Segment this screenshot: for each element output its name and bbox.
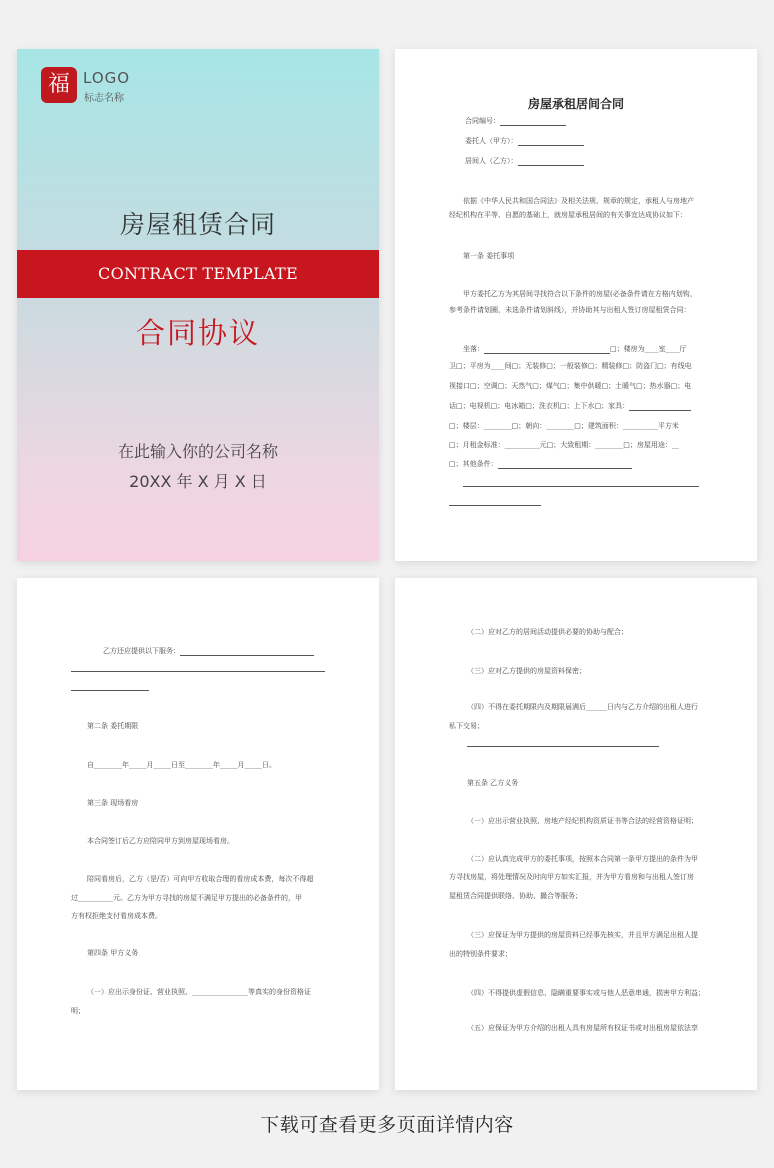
article-4-para-1-line-2: 明； (71, 1007, 85, 1015)
duty-line-2-part-1: （二）应认真完成甲方的委托事项，按照本合同第一条甲方提出的条件为甲 (467, 855, 698, 863)
blank-rule (449, 505, 541, 506)
article-3-para-1: 本合同签订后乙方应陪同甲方到房屋现场看房。 (87, 837, 234, 845)
obligation-line-3: （三）应对乙方提供的房屋资料保密； (467, 667, 586, 675)
cover-band (17, 250, 379, 298)
download-hint: 下载可查看更多页面详情内容 (260, 1114, 514, 1136)
document-page-3 (17, 578, 379, 1090)
services-line: 乙方还应提供以下服务： (103, 646, 314, 656)
cover-band-text: CONTRACT TEMPLATE (98, 264, 298, 283)
obligation-line-4-part-2: 私下交易； (449, 722, 484, 730)
article-1-para-1: 甲方委托乙方为其居间寻找符合以下条件的房屋(必备条件请在方格内划钩， (463, 290, 697, 298)
article-1-heading: 第一条 委托事项 (463, 252, 515, 260)
blank-rule (71, 671, 325, 672)
condition-line-6: □；月租金标准：__________元□；大致租期：________□；房屋用途：__ (449, 441, 679, 449)
duty-line-2-part-2: 方寻找房屋，将处理情况及时向甲方如实汇报，并为甲方看房和与出租人签订房 (449, 873, 694, 881)
cover-company: 在此输入你的公司名称 (117, 442, 278, 461)
condition-line-3: 视接口□；空调□；天然气□；煤气□；集中供暖□；土暖气□；热水器□；电 (449, 382, 692, 390)
logo-text: LOGO (83, 69, 131, 87)
duty-line-1: （一）应出示营业执照、房地产经纪机构资质证书等合法的经营资格证明； (467, 817, 698, 825)
condition-line-1: 坐落： □；楼房为____室____厅 (463, 345, 687, 353)
document-page-2 (395, 49, 757, 561)
article-2-line: 自________年_____月_____日至________年_____月_____日。 (87, 761, 276, 769)
party-b-line: 居间人（乙方）： (465, 156, 584, 166)
article-3-para-2-line-2: 过__________元。乙方为甲方寻找的房屋不满足甲方提出的必备条件的，甲 (71, 894, 302, 902)
cover-page (17, 49, 379, 561)
intro-line-2: 经纪机构在平等、自愿的基础上，就房屋承租居间的有关事宜达成协议如下： (449, 211, 687, 219)
article-2-heading: 第二条 委托期限 (87, 722, 139, 730)
condition-line-5: □；楼层：________□；朝向：________□；建筑面积：__________平方米 (449, 422, 679, 430)
article-3-heading: 第三条 现场看房 (87, 799, 139, 807)
duty-line-2-part-3: 屋租赁合同提供联络、协助、撮合等服务； (449, 892, 582, 900)
blank-rule (71, 690, 149, 691)
intro-line-1: 依据《中华人民共和国合同法》及相关法规、规章的规定，承租人与房地产 (463, 197, 694, 205)
blank-rule (467, 746, 659, 747)
cover-date: 20XX 年 X 月 X 日 (129, 472, 267, 491)
party-a-line: 委托人（甲方）： (465, 136, 584, 146)
condition-line-4: 话□；电视机□；电冰箱□；洗衣机□；上下水□；家具： (449, 401, 691, 411)
duty-line-5: （五）应保证为甲方介绍的出租人具有房屋所有权证书或对出租房屋依法享 (467, 1024, 698, 1032)
article-3-para-2-line-3: 方有权拒绝支付看房成本费。 (71, 912, 162, 920)
obligation-line-4-part-1: （四）不得在委托期限内及期限届满后______日内与乙方介绍的出租人进行 (467, 703, 698, 711)
document-title: 房屋承租居间合同 (527, 97, 624, 111)
condition-line-2: 卫□；平房为____间□；无装修□；一般装修□；精装修□；防盗门□；有线电 (449, 362, 692, 370)
cover-title: 房屋租赁合同 (119, 210, 276, 239)
logo-subtitle: 标志名称 (84, 93, 124, 104)
duty-line-3-part-1: （三）应保证为甲方提供的房屋资料已经事先核实，并且甲方满足出租人提 (467, 931, 698, 939)
obligation-line-2: （二）应对乙方的居间活动提供必要的协助与配合； (467, 628, 628, 636)
contract-number-line: 合同编号： (465, 116, 566, 126)
duty-line-4: （四）不得提供虚假信息、隐瞒重要事实或与他人恶意串通，损害甲方利益； (467, 989, 705, 997)
article-4-para-1-line-1: （一）应出示身份证、营业执照、________________等真实的身份资格证 (87, 988, 311, 996)
logo-icon: 福 (41, 67, 77, 103)
condition-line-7: □；其他条件： (449, 459, 632, 469)
article-3-para-2-line-1: 陪同看房后，乙方（是/否）可向甲方收取合理的看房成本费，每次不得超 (87, 875, 314, 883)
document-page-4 (395, 578, 757, 1090)
article-1-para-2: 参考条件请划圈，未选条件请划斜线），并协助其与出租人签订房屋租赁合同： (449, 306, 691, 314)
duty-line-3-part-2: 出的特别条件要求； (449, 950, 512, 958)
article-4-heading: 第四条 甲方义务 (87, 949, 139, 957)
article-5-heading: 第五条 乙方义务 (467, 779, 519, 787)
cover-red-title: 合同协议 (135, 316, 260, 350)
blank-rule (463, 486, 699, 487)
